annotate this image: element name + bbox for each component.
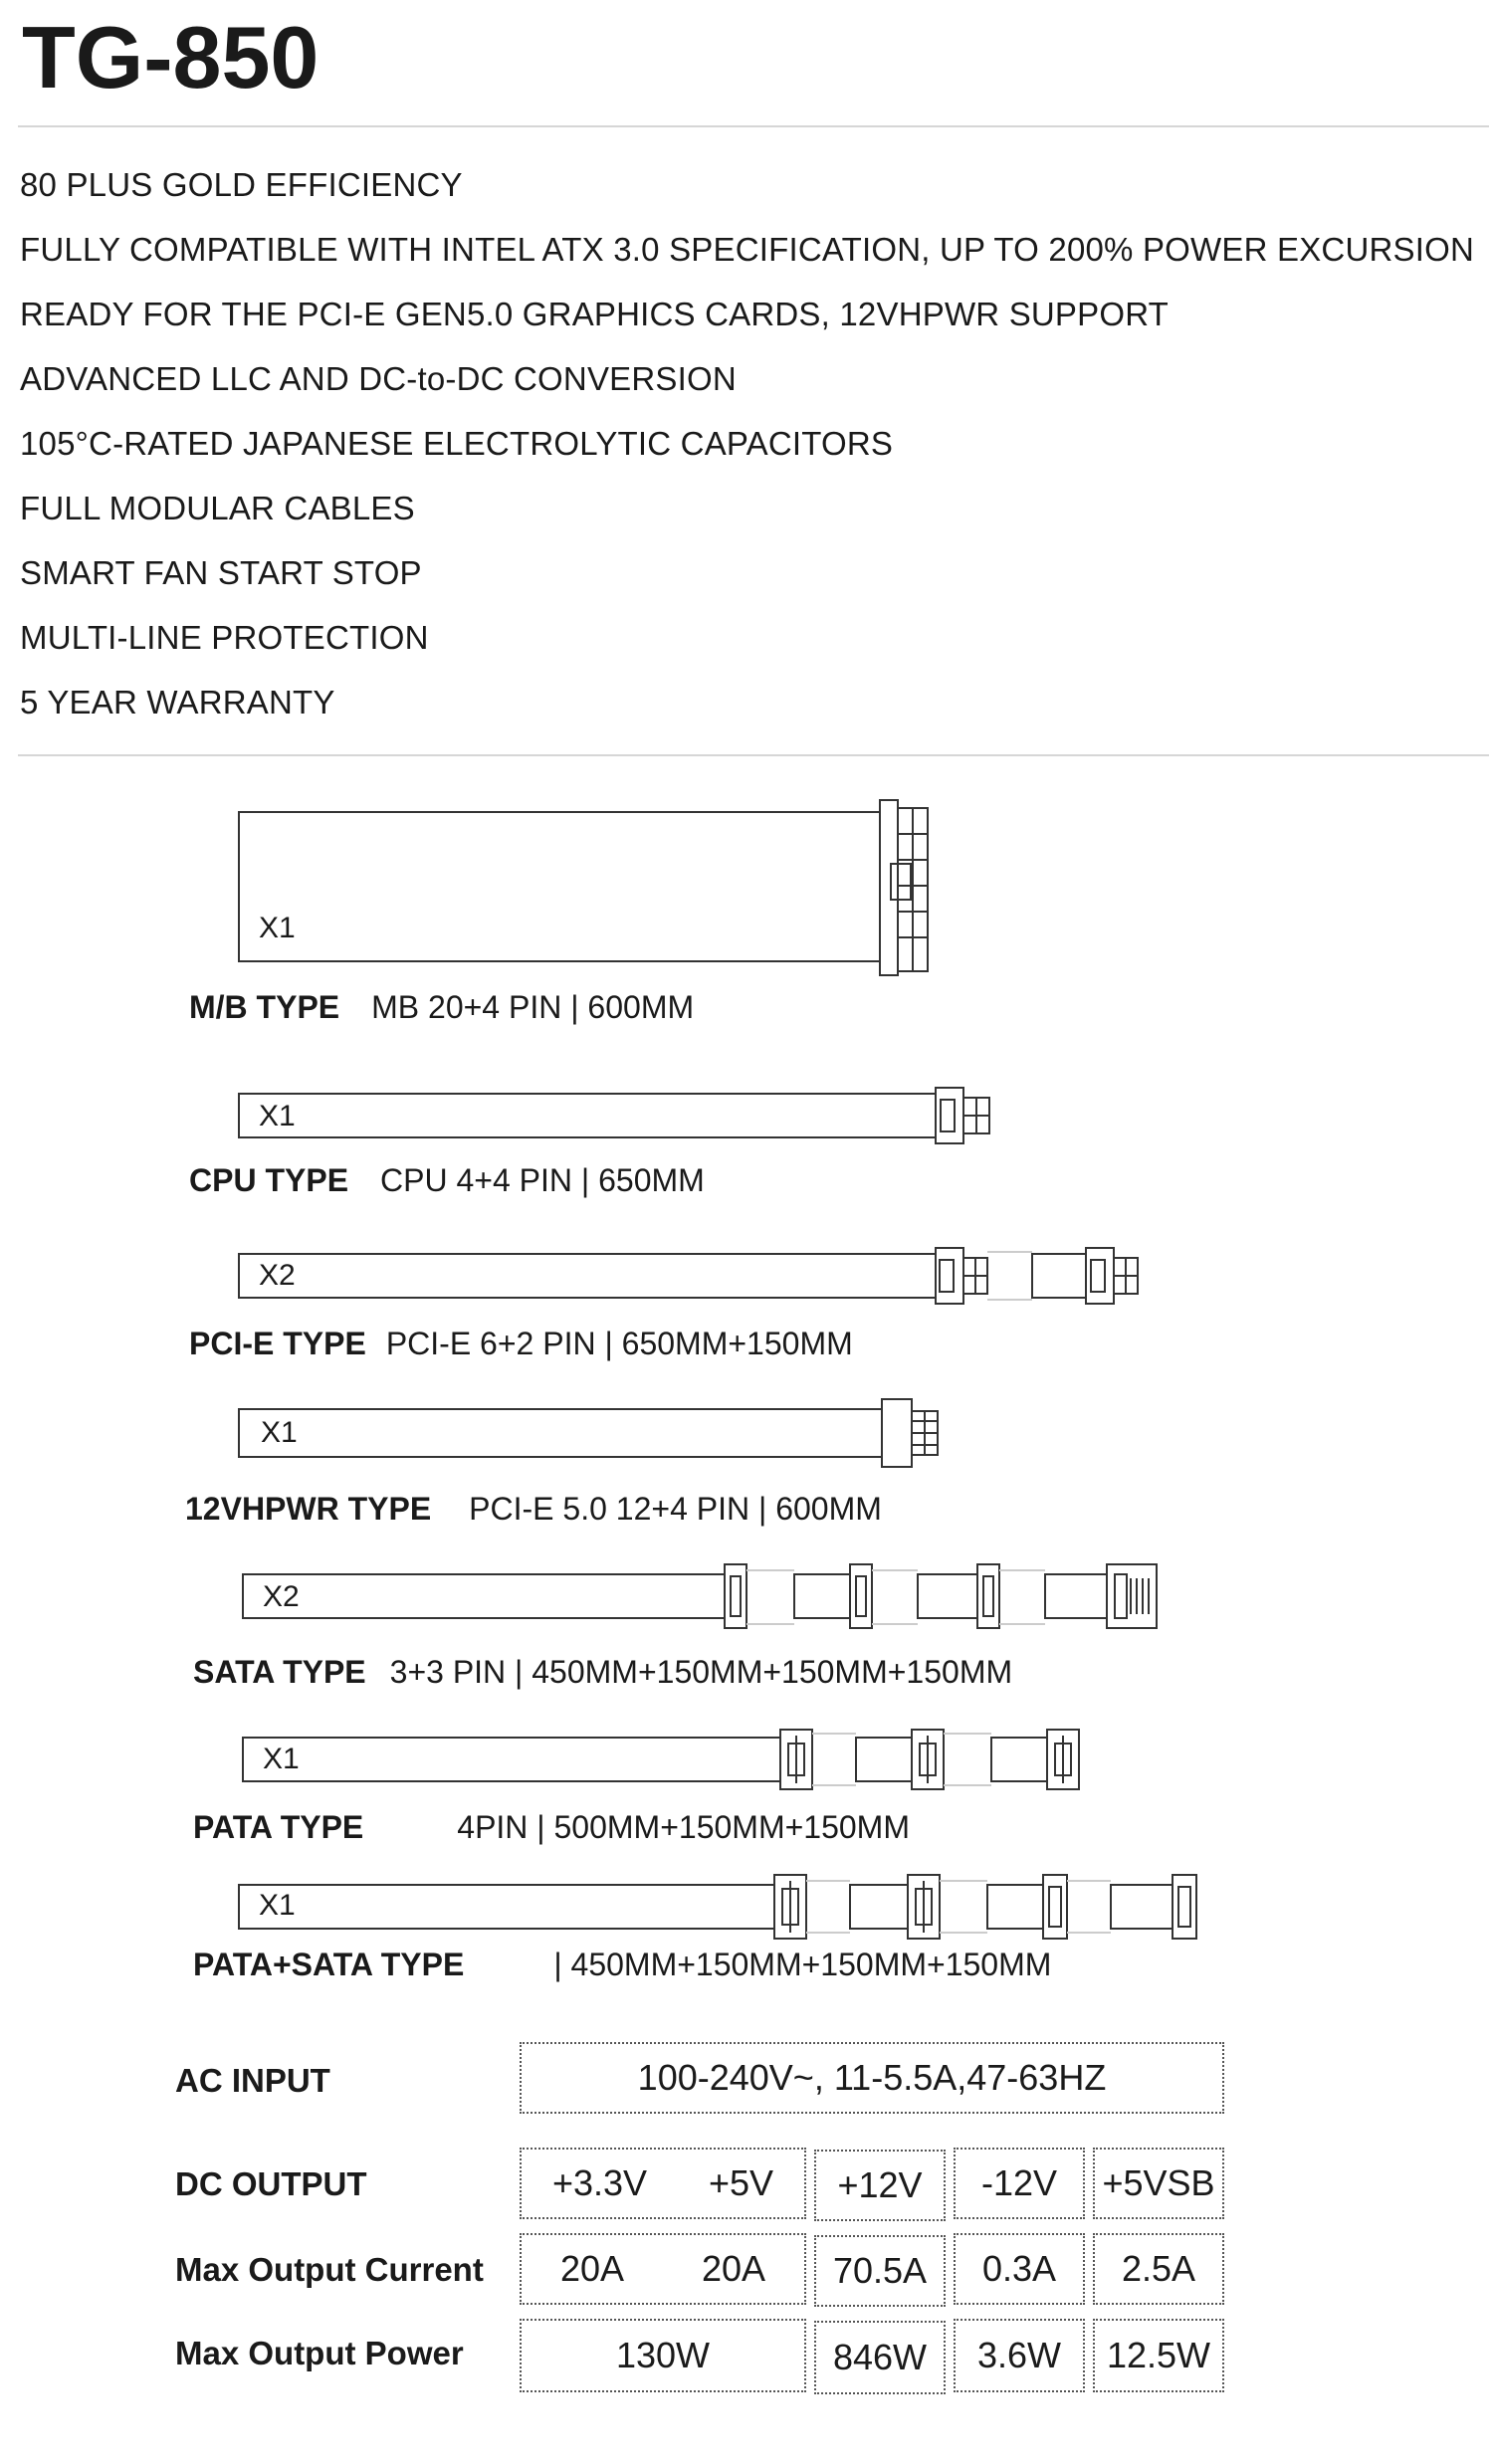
cable-type: CPU TYPE [189, 1162, 349, 1198]
feature-item: 80 PLUS GOLD EFFICIENCY [20, 166, 463, 203]
max-current-cell: 0.3A [954, 2233, 1085, 2305]
dc-output-cell: +5VSB [1093, 2148, 1224, 2219]
pcie-cable-drawing [239, 1248, 1138, 1304]
cable-type: PCI-E TYPE [189, 1326, 366, 1361]
cable-qty: X1 [263, 1743, 300, 1775]
cable-detail: 4PIN | 500MM+150MM+150MM [457, 1809, 910, 1845]
feature-item: FULLY COMPATIBLE WITH INTEL ATX 3.0 SPECIFICATION, UP TO 200% POWER EXCURSION [20, 231, 1475, 268]
dc-output-cell: -12V [954, 2148, 1085, 2219]
ac-input-value: 100-240V~, 11-5.5A,47-63HZ [520, 2042, 1224, 2114]
cpu-cable-drawing [239, 1088, 989, 1143]
ac-input-label: AC INPUT [175, 2062, 330, 2099]
cable-label [193, 1656, 1012, 1688]
pata-cable-drawing [243, 1730, 1079, 1789]
cable-detail: CPU 4+4 PIN | 650MM [380, 1162, 705, 1198]
cable-detail: PCI-E 5.0 12+4 PIN | 600MM [469, 1491, 882, 1527]
max-power-label: Max Output Power [175, 2335, 464, 2371]
cable-type: PATA+SATA TYPE [193, 1947, 465, 1982]
cable-label [189, 991, 694, 1023]
cable-detail: | 450MM+150MM+150MM+150MM [553, 1947, 1052, 1982]
cable-detail: 3+3 PIN | 450MM+150MM+150MM+150MM [389, 1654, 1013, 1690]
dc-output-cell: +12V [814, 2150, 946, 2221]
cable-qty: X1 [259, 1100, 296, 1132]
cable-type: 12VHPWR TYPE [185, 1491, 432, 1527]
cable-detail: MB 20+4 PIN | 600MM [371, 989, 695, 1025]
sata-cable-drawing [243, 1564, 1157, 1628]
current-value: 20A [559, 2248, 625, 2289]
max-power-cell: 130W [520, 2319, 806, 2392]
max-power-cell: 3.6W [954, 2319, 1085, 2392]
mb-cable-drawing [239, 800, 928, 975]
pata-sata-cable-drawing [239, 1875, 1196, 1939]
feature-item: ADVANCED LLC AND DC-to-DC CONVERSION [20, 360, 737, 397]
12vhpwr-cable-drawing [239, 1399, 938, 1467]
cable-label [189, 1328, 853, 1359]
feature-item: 5 YEAR WARRANTY [20, 684, 335, 720]
rail-label: +5V [708, 2162, 774, 2203]
feature-item: 105°C-RATED JAPANESE ELECTROLYTIC CAPACITORS [20, 425, 894, 462]
max-power-cell: 12.5W [1093, 2319, 1224, 2392]
feature-item: MULTI-LINE PROTECTION [20, 619, 429, 656]
cable-detail: PCI-E 6+2 PIN | 650MM+150MM [385, 1326, 853, 1361]
cable-qty: X2 [263, 1580, 300, 1613]
rail-label: +3.3V [551, 2162, 648, 2203]
max-current-label: Max Output Current [175, 2251, 484, 2288]
max-power-cell: 846W [814, 2321, 946, 2394]
current-value: 20A [701, 2248, 766, 2289]
cable-qty: X1 [261, 1416, 298, 1449]
cable-qty: X2 [259, 1259, 296, 1292]
max-current-cell [520, 2233, 806, 2305]
cable-type: M/B TYPE [189, 989, 340, 1025]
cable-type: SATA TYPE [193, 1654, 366, 1690]
cable-qty: X1 [259, 912, 296, 944]
cable-label [193, 1811, 910, 1843]
cable-type: PATA TYPE [193, 1809, 364, 1845]
cable-label [189, 1164, 705, 1196]
feature-item: READY FOR THE PCI-E GEN5.0 GRAPHICS CARDS, 12VHPWR SUPPORT [20, 296, 1170, 332]
cable-label [185, 1493, 882, 1525]
max-current-cell: 2.5A [1093, 2233, 1224, 2305]
feature-item: FULL MODULAR CABLES [20, 490, 415, 526]
dc-output-label: DC OUTPUT [175, 2165, 367, 2202]
feature-item: SMART FAN START STOP [20, 554, 422, 591]
max-current-cell: 70.5A [814, 2235, 946, 2307]
cable-label [193, 1949, 1051, 1980]
product-title: TG-850 [22, 8, 320, 106]
cable-qty: X1 [259, 1889, 296, 1922]
dc-output-cell [520, 2148, 806, 2219]
